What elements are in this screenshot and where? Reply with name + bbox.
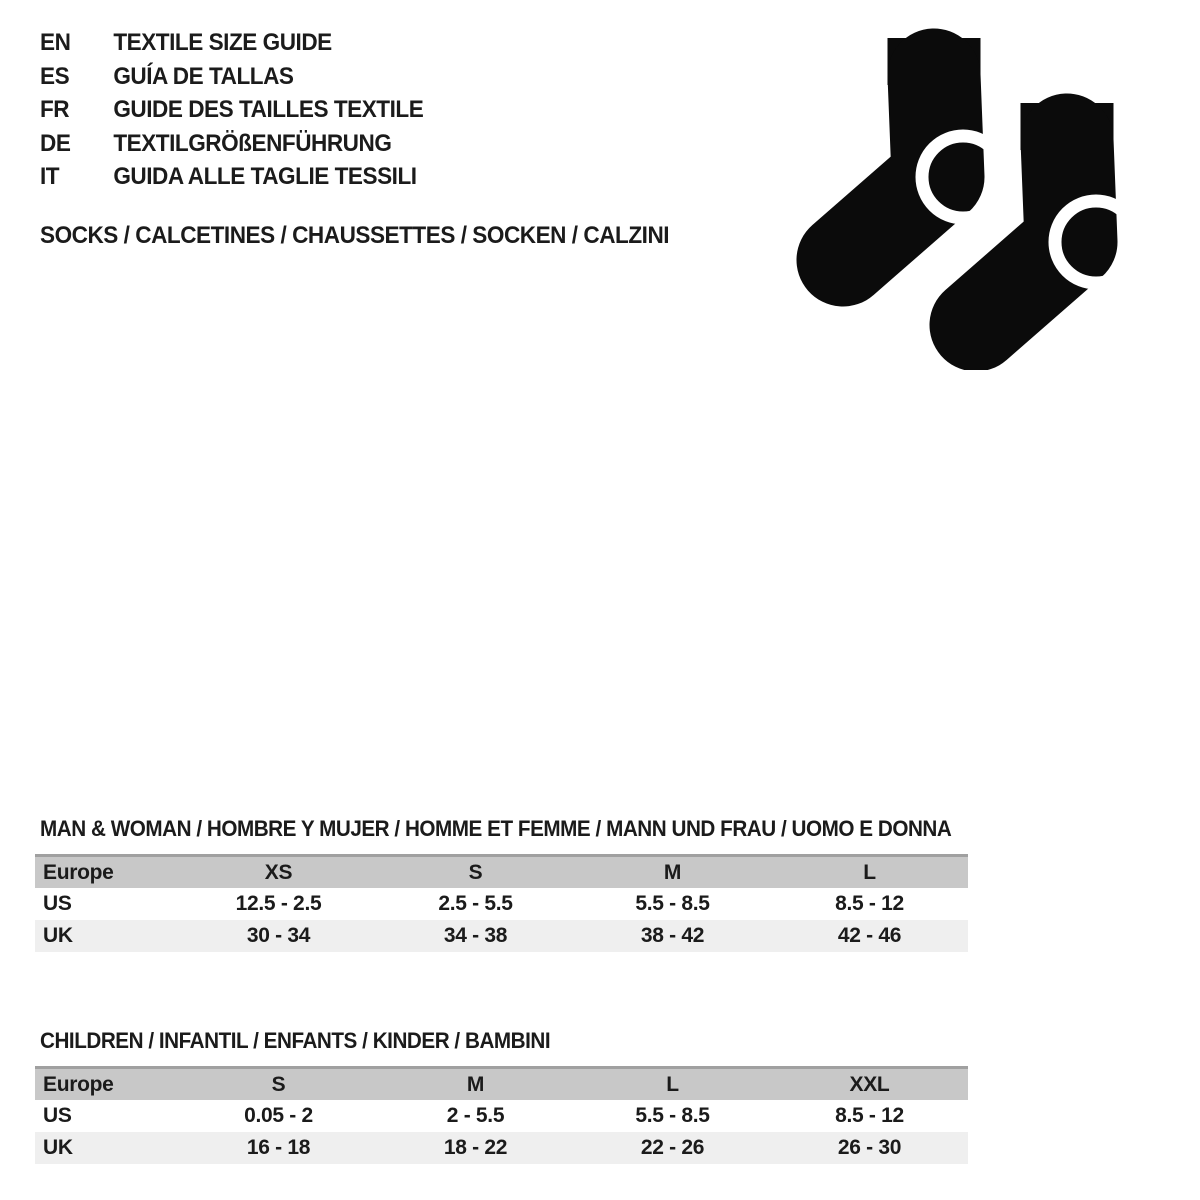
size-value: 0.05 - 2 [244,1104,313,1127]
size-value: 18 - 22 [377,1132,574,1164]
size-value: 34 - 38 [377,920,574,952]
language-label: GUIDA ALLE TAGLIE TESSILI [113,163,417,190]
header-cell-region: Europe [35,854,180,888]
size-value: 22 - 26 [574,1132,771,1164]
size-grid [35,1066,968,1164]
size-value: 12.5 - 2.5 [235,892,322,915]
size-value: 2 - 5.5 [446,1104,505,1127]
size-value: 2.5 - 5.5 [438,892,513,915]
language-label: TEXTILE SIZE GUIDE [113,29,332,56]
row-label: UK [35,920,180,952]
row-label: US [43,892,72,915]
header-cell-size: S [377,854,574,888]
size-value: 42 - 46 [771,920,968,952]
size-value: 5.5 - 8.5 [635,892,710,915]
size-grid [35,854,968,952]
language-code: FR [40,96,70,123]
header-cell-size: S [180,1066,377,1100]
size-value: 8.5 - 12 [835,1104,904,1127]
size-value: 16 - 18 [180,1132,377,1164]
header-cell-size: XXL [771,1066,968,1100]
language-row-it [40,160,423,194]
language-code: EN [40,29,71,56]
language-code: IT [40,163,60,190]
language-label: GUIDE DES TAILLES TEXTILE [113,96,424,123]
size-value: 5.5 - 8.5 [635,1104,710,1127]
sock-left [843,38,1004,260]
size-value: 30 - 34 [180,920,377,952]
size-value: 38 - 42 [574,920,771,952]
header-cell-size: M [377,1066,574,1100]
row-label: US [43,1104,72,1127]
language-code: ES [40,62,70,90]
header-cell-size: L [574,1066,771,1100]
language-row-de [40,127,423,161]
header-cell-size: M [574,854,771,888]
size-value: 26 - 30 [771,1132,968,1164]
language-code: DE [40,129,71,157]
language-row-en [40,26,423,60]
language-label: GUÍA DE TALLAS [113,62,294,90]
row-label: UK [35,1132,180,1164]
header-cell-size: XS [180,854,377,888]
table-title: MAN & WOMAN / HOMBRE Y MUJER / HOMME ET FEMME / MANN UND FRAU / UOMO E DONNA [40,816,952,841]
language-label: TEXTILGRÖßENFÜHRUNG [113,129,392,157]
socks-icon [788,25,1128,370]
header-cell-region: Europe [35,1066,180,1100]
table-title: CHILDREN / INFANTIL / ENFANTS / KINDER / BAMBINI [40,1028,551,1053]
size-value: 8.5 - 12 [835,892,904,915]
sock-right [976,103,1128,325]
product-category-title: SOCKS / CALCETINES / CHAUSSETTES / SOCKEN / CALZINI [40,222,670,249]
header-cell-size: L [771,854,968,888]
size-table-man-woman [35,816,968,952]
language-list [40,26,448,194]
language-row-es [40,60,423,94]
size-table-children [35,1028,968,1164]
language-row-fr [40,93,423,127]
